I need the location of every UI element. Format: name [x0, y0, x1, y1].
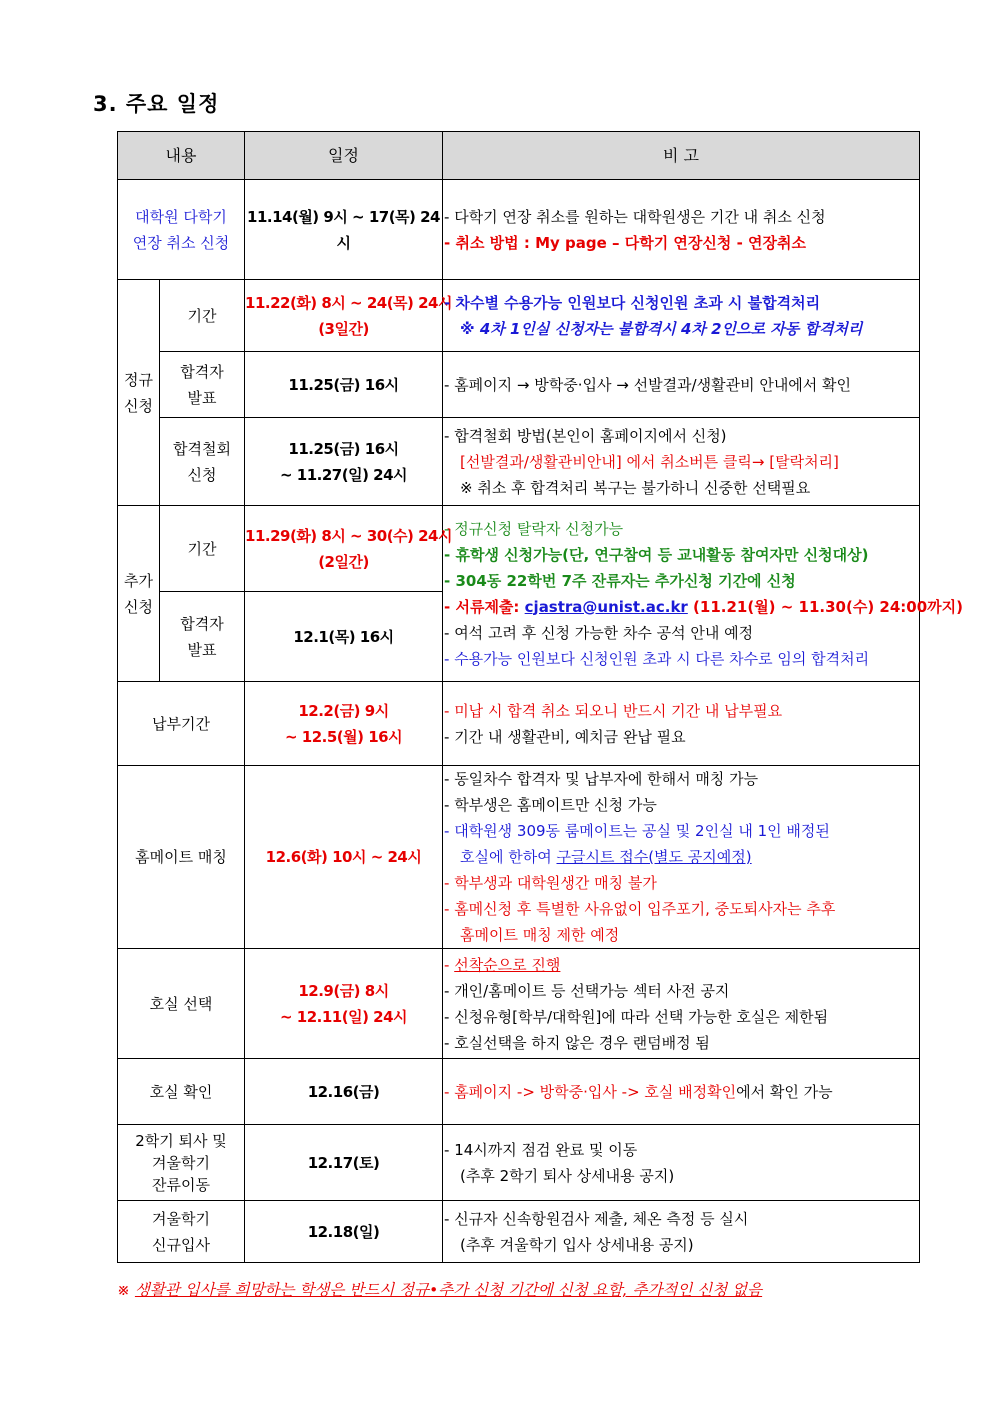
label-line: 신청	[124, 396, 153, 415]
row-label	[160, 352, 245, 418]
table-row	[118, 682, 920, 766]
note-line: ※ 취소 후 합격처리 복구는 불가하니 신중한 선택필요	[460, 478, 811, 497]
note-line: - 수용가능 인원보다 신청인원 초과 시 다른 차수로 임의 합격처리	[444, 649, 870, 668]
note-line: - 14시까지 점검 완료 및 이동	[444, 1140, 638, 1159]
note-line: 홈메이트 매칭 제한 예정	[460, 926, 620, 944]
row-label	[118, 1201, 245, 1263]
table-row	[118, 766, 920, 949]
table-row	[118, 506, 920, 592]
row-date	[245, 506, 452, 592]
date-line: ~ 12.5(월) 16시	[284, 727, 403, 746]
note-line: - 기간 내 생활관비, 예치금 완납 필요	[444, 727, 686, 746]
row-label: 호실 확인	[118, 1059, 245, 1125]
row-notes	[443, 1201, 920, 1263]
note-line: - 미납 시 합격 취소 되오니 반드시 기간 내 납부필요	[444, 701, 783, 720]
note-line: - 304동 22학번 7주 잔류자는 추가신청 기간에 신청	[444, 571, 796, 590]
note-line: - 휴학생 신청가능(단, 연구참여 등 교내활동 참여자만 신청대상)	[444, 545, 869, 564]
note-line: (추후 겨울학기 입사 상세내용 공지)	[460, 1235, 694, 1254]
label-line: 대학원 다학기	[135, 207, 227, 226]
label-line: 겨울학기	[152, 1209, 210, 1228]
note-line	[444, 594, 964, 620]
note-line: - 합격철회 방법(본인이 홈페이지에서 신청)	[444, 426, 727, 445]
row-notes	[443, 352, 920, 418]
note-line: - 여석 고려 후 신청 가능한 차수 공석 안내 예정	[444, 623, 754, 642]
row-date	[245, 280, 452, 352]
date-line: ~ 12.11(일) 24시	[280, 1007, 408, 1026]
note-text: 선착순으로 진행	[454, 955, 561, 974]
row-label	[118, 180, 245, 280]
date-line: 12.9(금) 8시	[298, 981, 389, 1000]
note-line: - 동일차수 합격자 및 납부자에 한해서 매칭 가능	[444, 770, 759, 788]
header-remarks: 비 고	[443, 132, 920, 180]
footnote-mark: ※	[117, 1281, 135, 1299]
row-notes	[443, 180, 920, 280]
row-date	[245, 418, 443, 506]
table-row	[118, 280, 920, 352]
label-line: 잔류이동	[152, 1175, 210, 1194]
note-line	[444, 1079, 917, 1105]
group-label-additional	[118, 506, 160, 682]
table-row	[118, 1059, 920, 1125]
note-text: - 홈페이지 -> 방학중·입사 -> 호실 배정확인	[444, 1082, 737, 1101]
note-line: - 대학원생 309동 룸메이트는 공실 및 2인실 내 1인 배정된	[444, 822, 830, 840]
note-line	[444, 844, 917, 870]
date-line: 12.2(금) 9시	[298, 701, 389, 720]
label-line: 2학기 퇴사 및	[135, 1131, 227, 1150]
table-row	[118, 418, 920, 506]
row-label: 호실 선택	[118, 949, 245, 1059]
note-line: - 홈메신청 후 특별한 사유없이 입주포기, 중도퇴사자는 추후	[444, 900, 836, 918]
table-row	[118, 949, 920, 1059]
note-line: - 개인/홈메이트 등 선택가능 섹터 사전 공지	[444, 981, 730, 1000]
note-line: - 정규신청 탈락자 신청가능	[444, 519, 624, 538]
row-date: 12.18(일)	[245, 1201, 443, 1263]
row-date: 11.25(금) 16시	[245, 352, 443, 418]
date-line: (3일간)	[318, 319, 369, 338]
row-label: 기간	[160, 506, 245, 592]
note-text: -	[444, 955, 455, 974]
date-line: 11.29(화) 8시 ~ 30(수) 24시	[245, 526, 452, 545]
note-line: - 신청유형[학부/대학원]에 따라 선택 가능한 호실은 제한됨	[444, 1007, 829, 1026]
label-line: 정규	[124, 370, 153, 389]
row-date: 12.16(금)	[245, 1059, 443, 1125]
note-line: - 신규자 신속항원검사 제출, 체온 측정 등 실시	[444, 1209, 749, 1228]
schedule-table	[117, 131, 964, 1263]
group-label-regular	[118, 280, 160, 506]
row-notes	[443, 506, 964, 682]
row-label	[118, 1125, 245, 1201]
label-line: 연장 취소 신청	[132, 233, 230, 252]
row-date: 11.14(월) 9시 ~ 17(목) 24시	[245, 180, 443, 280]
label-line: 신청	[187, 465, 217, 484]
note-line: (추후 2학기 퇴사 상세내용 공지)	[460, 1166, 675, 1185]
note-line: - 홈페이지 → 방학중·입사 → 선발결과/생활관비 안내에서 확인	[444, 375, 852, 394]
date-line: (2일간)	[318, 552, 369, 571]
section-heading: 3. 주요 일정	[93, 92, 220, 116]
row-notes	[443, 418, 920, 506]
header-schedule: 일정	[245, 132, 443, 180]
row-label: 홈메이트 매칭	[118, 766, 245, 949]
footnote-text: 생활관 입사를 희망하는 학생은 반드시 정규•추가 신청 기간에 신청 요함, 추가적인 신청 없음	[134, 1281, 763, 1299]
note-line: - 취소 방법 : My page – 다학기 연장신청 - 연장취소	[444, 233, 807, 252]
note-text: 호실에 한하여	[460, 848, 557, 866]
table-row	[118, 180, 920, 280]
label-line: 합격철회	[173, 439, 231, 458]
label-line: 합격자	[180, 614, 224, 633]
date-line: 11.25(금) 16시	[288, 439, 399, 458]
email-link[interactable]: cjastra@unist.ac.kr	[524, 597, 688, 616]
row-notes	[443, 766, 920, 949]
label-line: 겨울학기	[152, 1153, 210, 1172]
table-header-row	[118, 132, 920, 180]
header-content: 내용	[118, 132, 245, 180]
date-line: 11.22(화) 8시 ~ 24(목) 24시	[245, 293, 452, 312]
row-notes	[443, 1059, 920, 1125]
footnote	[117, 1278, 762, 1300]
row-date: 12.6(화) 10시 ~ 24시	[245, 766, 443, 949]
label-line: 발표	[187, 388, 217, 407]
row-label	[160, 592, 245, 682]
note-line: [선발결과/생활관비안내] 에서 취소버튼 클릭→ [탈락처리]	[460, 452, 839, 471]
row-label	[160, 418, 245, 506]
label-line: 발표	[187, 640, 217, 659]
note-line: - 학부생과 대학원생간 매칭 불가	[444, 874, 657, 892]
note-text: (11.21(월) ~ 11.30(수) 24:00까지)	[687, 597, 964, 616]
label-line: 합격자	[180, 362, 224, 381]
note-text: - 서류제출:	[444, 597, 525, 616]
google-sheet-link[interactable]: 구글시트 접수(별도 공지예정)	[556, 848, 752, 866]
row-date: 12.1(목) 16시	[245, 592, 443, 682]
row-notes	[443, 280, 920, 352]
row-notes	[443, 682, 920, 766]
row-notes	[443, 949, 920, 1059]
row-date: 12.17(토)	[245, 1125, 443, 1201]
note-line: - 학부생은 홈메이트만 신청 가능	[444, 796, 657, 814]
row-label: 납부기간	[118, 682, 245, 766]
table-row	[118, 1201, 920, 1263]
note-line: - 차수별 수용가능 인원보다 신청인원 초과 시 불합격처리	[444, 293, 821, 312]
row-label: 기간	[160, 280, 245, 352]
table-row	[118, 352, 920, 418]
note-line: - 다학기 연장 취소를 원하는 대학원생은 기간 내 취소 신청	[444, 207, 826, 226]
note-line: ※ 4차 1인실 신청자는 불합격시 4차 2인으로 자동 합격처리	[460, 319, 863, 338]
label-line: 추가	[124, 571, 153, 590]
table-row	[118, 1125, 920, 1201]
row-notes	[443, 1125, 920, 1201]
label-line: 신규입사	[152, 1235, 210, 1254]
row-date	[245, 949, 443, 1059]
label-line: 신청	[124, 597, 153, 616]
date-line: ~ 11.27(일) 24시	[280, 465, 408, 484]
note-line: - 호실선택을 하지 않은 경우 랜덤배정 됨	[444, 1033, 710, 1052]
note-line	[444, 952, 917, 978]
row-date	[245, 682, 443, 766]
note-text: 에서 확인 가능	[736, 1082, 833, 1101]
